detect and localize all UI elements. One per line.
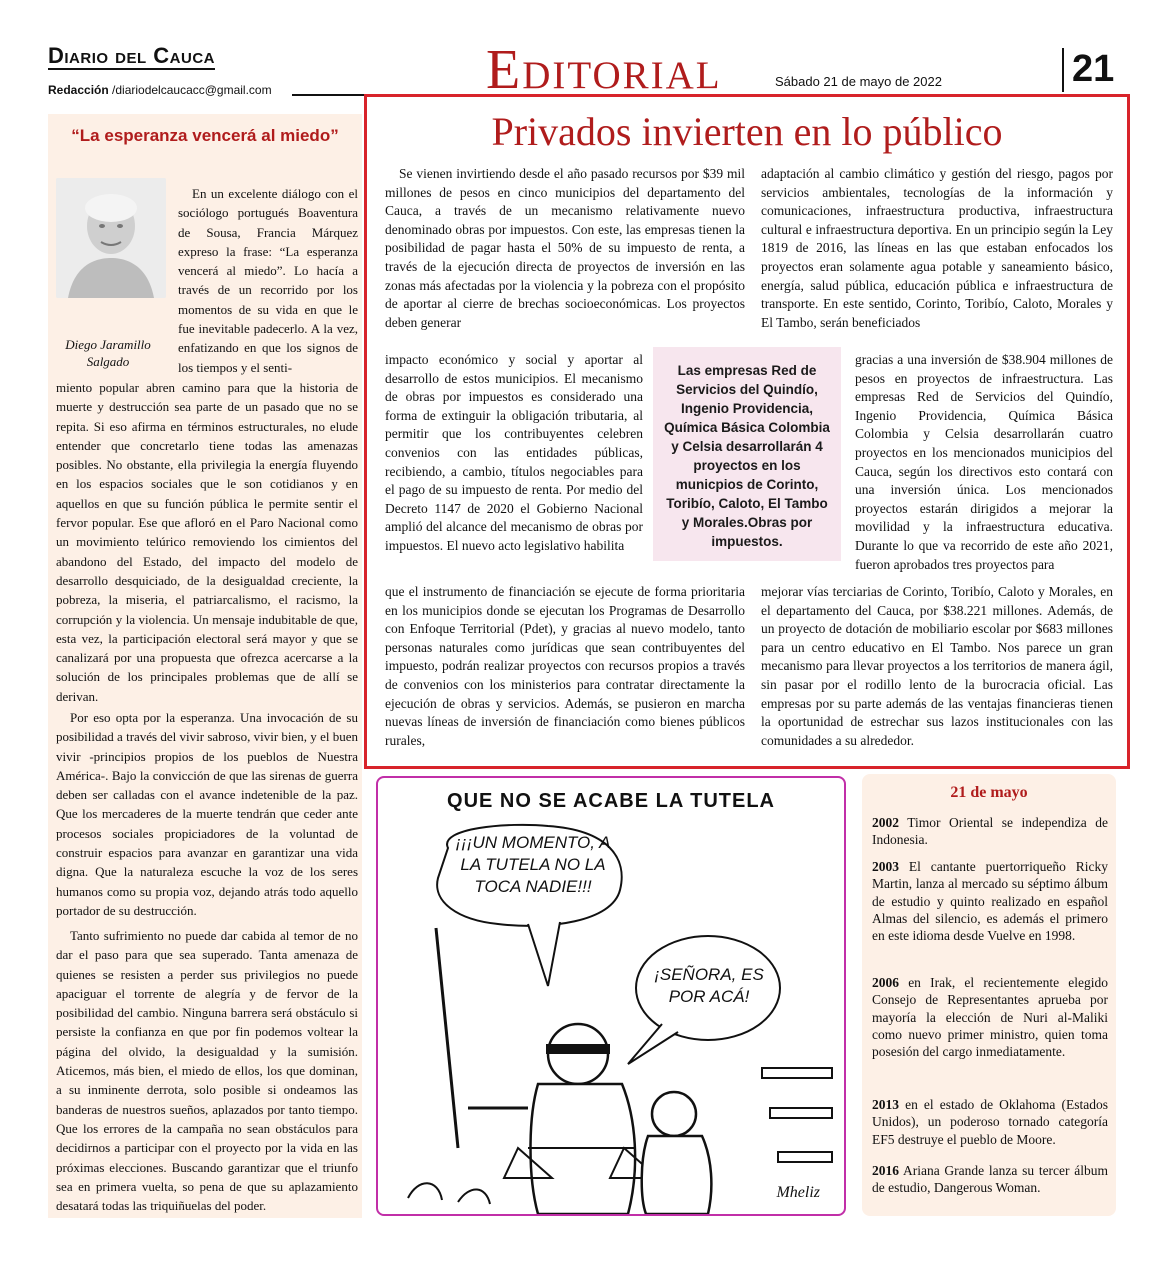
efemerides-box	[862, 774, 1116, 1216]
cartoon-panel	[376, 776, 846, 1216]
cartoon-speech-bubble-2: ¡SEÑORA, ES POR ACÁ!	[654, 965, 764, 1006]
efemeride-text: El cantante puertorriqueño Ricky Martin, lanza al mercado su séptimo álbum de estudio y quinto realizado en español Almas del silencio, es además el primero en este idioma desde Vuelve en 1998.	[872, 859, 1108, 944]
efemeride-text: en el estado de Oklahoma (Estados Unidos), un poderoso tornado categoría EF5 destruye el pueblo de Moore.	[872, 1097, 1108, 1147]
editorial-col1-b: impacto económico y social y aportar al desarrollo de estos municipios. El mecanismo de obras por impuestos es considerado una forma de extinguir la obligación tributaria, al permitir que los contribuyentes celebren convenios con las entidades públicas, recibiendo, a cambio, títulos negociables para el pago de su impuesto de renta. Por medio del Decreto 1147 de 2020 el Gobierno Nacional amplió del alcance del mecanismo de obras por impuestos. El nuevo acto legislativo habilita	[385, 352, 643, 553]
editorial-col2-c: mejorar vías terciarias de Corinto, Toribío, Caloto y Morales, en el departamento del Cauca, por $38.221 millones. Además, de un proyecto de dotación de mobiliario escolar por $683 millones para un centro educativo en El Tambo. Nos parece un gran mecanismo para llevar proyectos a los territorios de manera ágil, sin pasar por el rodillo lento de la burocracia oficial. Las empresas por su parte además de las ventajas financieras tienen la oportunidad de estrechar sus lazos institucionales con las comunidades a su alrededor.	[761, 584, 1113, 748]
section-title: Editorial	[486, 39, 722, 101]
efemeride-year: 2003	[872, 859, 899, 874]
efemeride-item	[872, 974, 1108, 1060]
cartoon-speech-bubble-1: ¡¡¡UN MOMENTO, A LA TUTELA NO LA TOCA NADIE!!!	[455, 833, 611, 896]
efemeride-text: en Irak, el recientemente elegido Consejo de Representantes aprueba por mayoría la elección de Nuri al-Maliki como nuevo primer ministro, quien toma posesión del cargo inmediatamente.	[872, 975, 1108, 1060]
editorial-title: Privados invierten en lo público	[491, 109, 1003, 154]
opinion-paragraph-3: Tanto sufrimiento no puede dar cabida al temor de no dar el paso para que sea superado. Tanta amenaza de quienes se resisten a perder sus privilegios no puede apaciguar el torrente de alegría y de fervor de la posibilidad del cambio. Ninguna barrera será obstáculo si persiste la confianza en que por fin podemos voltear la página del olvido, la desigualdad y la sumisión. Aticemos, más bien, el miedo de ellos, los que dominan, a su inminente derrota, solo posible si ondeamos las banderas de nuestros sueños, aplazados por tanto tiempo. Que los errores de la campaña no sean obstáculos para decidirnos a participar con el proyecto por la vida en las próximas elecciones. Buscando garantizar que el triunfo sea en primera vuelta, so pena de que su aplazamiento desatará todas las triquiñuelas del poder.	[56, 928, 358, 1214]
editorial-col1-c: que el instrumento de financiación se ejecute de forma prioritaria en los municipios donde se ejecutan los Programas de Desarrollo con Enfoque Territorial (Pdet), y gracias al nuevo modelo, tanto personas naturales como jurídicas que sean contribuyentes del impuesto, podrán realizar proyectos con recursos propios a través de convenios con los ministerios para contratar directamente la ejecución de obras y servicios. Además, se pusieron en marcha nuevas líneas de inversión de financiación como bienes públicos rurales,	[385, 584, 745, 748]
efemeride-year: 2006	[872, 975, 899, 990]
opinion-paragraph-1a: En un excelente diálogo con el sociólogo portugués Boaventura de Sousa, Francia Márquez expreso la frase: “La esperanza vencerá al miedo”. Lo hacía a través de un recorrido por los momentos de su vida en que le fue inevitable padecerlo. A la vez, enfatizando en que los signos de los tiempos y el senti-	[178, 186, 358, 375]
efemeride-year: 2002	[872, 815, 899, 830]
redaccion-email: /diariodelcaucacc@gmail.com	[108, 83, 272, 97]
efemeride-item	[872, 1096, 1108, 1148]
author-photo	[56, 178, 166, 298]
page-number-rule	[1062, 48, 1064, 92]
author-portrait-icon	[56, 178, 166, 298]
efemeride-item	[872, 814, 1108, 849]
editorial-col2-a: adaptación al cambio climático y gestión del riesgo, pagos por servicios ambientales, tecnologías de la información y comunicaciones, infraestructura productiva, infraestructura cultural e infraestructura deportiva. En un principio según la Ley 1819 de 2016, las líneas en las que estaban enfocados los proyectos eran solamente agua potable y saneamiento básico, energía, salud pública, educación pública e infraestructura de transporte. En este sentido, Corinto, Toribío, Caloto, Morales y El Tambo, serán beneficiados	[761, 166, 1113, 330]
author-name: Diego Jaramillo Salgado	[65, 337, 151, 369]
editorial-col2-b: gracias a una inversión de $38.904 millones de pesos en proyectos de infraestructura. Las empresas Red de Servicios del Quindío, Ingenio Providencia, Química Básica Colombia y Celsia desarrollarán cuatro proyectos en los mencionados municipios del Cauca, según los directivos esto contará con una inversión única. Los mencionados proyectos estarán dirigidos a mejorar la movilidad y la infraestructura educativa. Durante lo que va recorrido de este año 2021, fueron aprobados tres proyectos para	[855, 352, 1113, 572]
issue-date: Sábado 21 de mayo de 2022	[775, 74, 942, 89]
redaccion-line	[48, 83, 272, 97]
cartoonist-signature: Mheliz	[776, 1184, 820, 1201]
efemeride-year: 2013	[872, 1097, 899, 1112]
opinion-title: “La esperanza vencerá al miedo”	[71, 126, 339, 145]
cartoon-title: QUE NO SE ACABE LA TUTELA	[447, 790, 775, 812]
efemeride-item	[872, 1162, 1108, 1197]
efemeride-item	[872, 858, 1108, 944]
editorial-pullquote: Las empresas Red de Servicios del Quindío, Ingenio Providencia, Química Básica Colombia y Celsia desarrollarán 4 proyectos en los municpios de Corinto, Toribío, Caloto, El Tambo y Morales.Obras por impuestos.	[653, 347, 841, 561]
efemeride-text: Timor Oriental se independiza de Indonesia.	[872, 815, 1108, 848]
redaccion-label: Redacción	[48, 83, 109, 97]
header-rule	[292, 94, 364, 96]
opinion-paragraph-2: Por eso opta por la esperanza. Una invocación de su posibilidad a través del vivir sabroso, vivir bien, y el buen vivir -principios propios de los pueblos de Nuestra América-. Bajo la convicción de que las sirenas de guerra deben ser calladas con el avance indetenible de la paz. Que los mercaderes de la muerte tendrán que ceder ante procesos sociales propiciadores de la voluntad de construir espacios para avanzar en garantizar una vida digna. Que la naturaleza escuche la voz de los seres humanos como su propia voz, dejando atrás todo aquello portador de su destrucción.	[56, 710, 358, 918]
page-number: 21	[1072, 48, 1115, 90]
editorial-col1-a: Se vienen invirtiendo desde el año pasado recursos por $39 mil millones de pesos en cinco municipios del departamento del Cauca, a través de un mecanismo relativamente nuevo denominado obras por impuestos. Con este, las empresas tienen la posibilidad de pagar hasta el 50% de su impuesto de renta, a través de la ejecución directa de proyectos de inversión en las zonas más afectadas por la violencia y la pobreza con el propósito de aportar al cierre de brechas socioeconómicas. Los proyectos deben generar	[385, 166, 745, 330]
brand-logo: Diario del Cauca	[48, 43, 215, 68]
opinion-column	[48, 114, 362, 1218]
opinion-paragraph-1b: miento popular abren camino para que la historia de muerte y destrucción sea parte de un pasado que no se repita. Si eso afirma en términos estructurales, no elude entender que concretarlo tiene todas las amenazas posibles. No obstante, ella privilegia la energía fluyendo en los espacios sociales que le son cotidianos y en aquellos en que su función pública le permite sentir el fervor popular. Ese que afloró en el Paro Nacional como un movimiento telúrico removiendo los cimientos del abandono del Estado, del impacto del modelo de desarrollo desquiciado, de la desigualdad creciente, la pobreza, la miseria, el patriarcalismo, el racismo, la corrupción y la violencia. Un mensaje indubitable de que, esta vez, la participación electoral será mayor y que se canalizará por una propuesta que ofrezca acercarse a la solución de los principales problemas que de allí se derivan.	[56, 380, 358, 704]
efemeride-text: Ariana Grande lanza su tercer álbum de estudio, Dangerous Woman.	[872, 1163, 1108, 1196]
efemeride-year: 2016	[872, 1163, 899, 1178]
efemerides-title: 21 de mayo	[950, 784, 1028, 801]
editorial-box	[364, 94, 1130, 769]
